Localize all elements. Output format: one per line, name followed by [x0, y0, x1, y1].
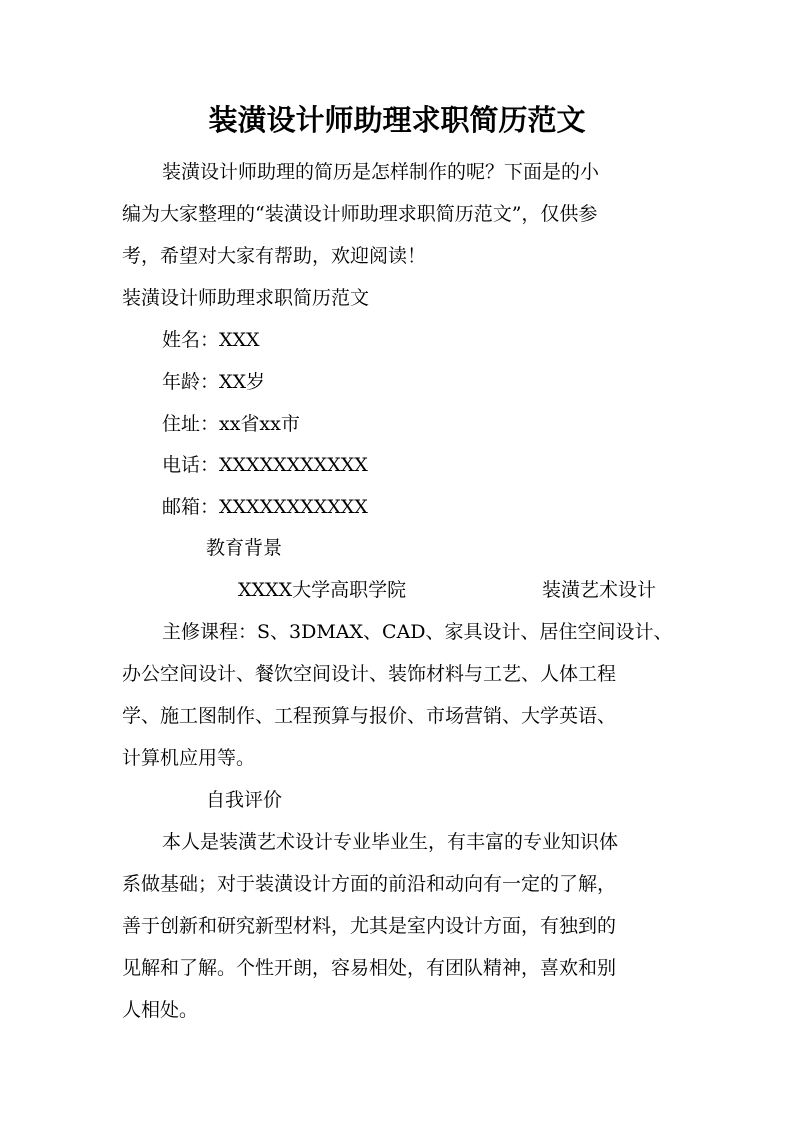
education-school: XXXX大学高职学院 — [238, 579, 407, 601]
courses-line-2: 办公空间设计、餐饮空间设计、装饰材料与工艺、人体工程 — [122, 663, 617, 685]
education-major: 装潢艺术设计 — [542, 579, 657, 601]
self-evaluation-line-2: 系做基础；对于装潢设计方面的前沿和动向有一定的了解， — [122, 873, 617, 895]
personal-email: 邮箱：XXXXXXXXXXX — [162, 496, 368, 518]
document-title: 装潢设计师助理求职简历范文 — [208, 103, 586, 137]
self-evaluation-line-1: 本人是装潢艺术设计专业毕业生，有丰富的专业知识体 — [162, 831, 619, 853]
personal-name: 姓名：XXX — [162, 329, 260, 351]
courses-line-3: 学、施工图制作、工程预算与报价、市场营销、大学英语、 — [122, 705, 617, 727]
self-evaluation-heading: 自我评价 — [206, 789, 283, 811]
self-evaluation-line-3: 善于创新和研究新型材料，尤其是室内设计方面，有独到的 — [122, 915, 617, 937]
self-evaluation-line-5: 人相处。 — [122, 999, 199, 1021]
intro-line-1: 装潢设计师助理的简历是怎样制作的呢？下面是的小 — [162, 161, 600, 183]
courses-line-1: 主修课程：S、3DMAX、CAD、家具设计、居住空间设计、 — [162, 621, 673, 643]
personal-age: 年龄：XX岁 — [162, 371, 266, 393]
courses-line-4: 计算机应用等。 — [122, 747, 256, 769]
education-heading: 教育背景 — [206, 537, 283, 559]
resume-subtitle: 装潢设计师助理求职简历范文 — [122, 287, 370, 309]
self-evaluation-line-4: 见解和了解。个性开朗，容易相处，有团队精神，喜欢和别 — [122, 957, 617, 979]
personal-address: 住址：xx省xx市 — [162, 413, 300, 435]
intro-line-2: 编为大家整理的“装潢设计师助理求职简历范文”，仅供参 — [122, 203, 598, 225]
intro-line-3: 考，希望对大家有帮助，欢迎阅读！ — [122, 245, 427, 267]
personal-phone: 电话：XXXXXXXXXXX — [162, 454, 368, 476]
